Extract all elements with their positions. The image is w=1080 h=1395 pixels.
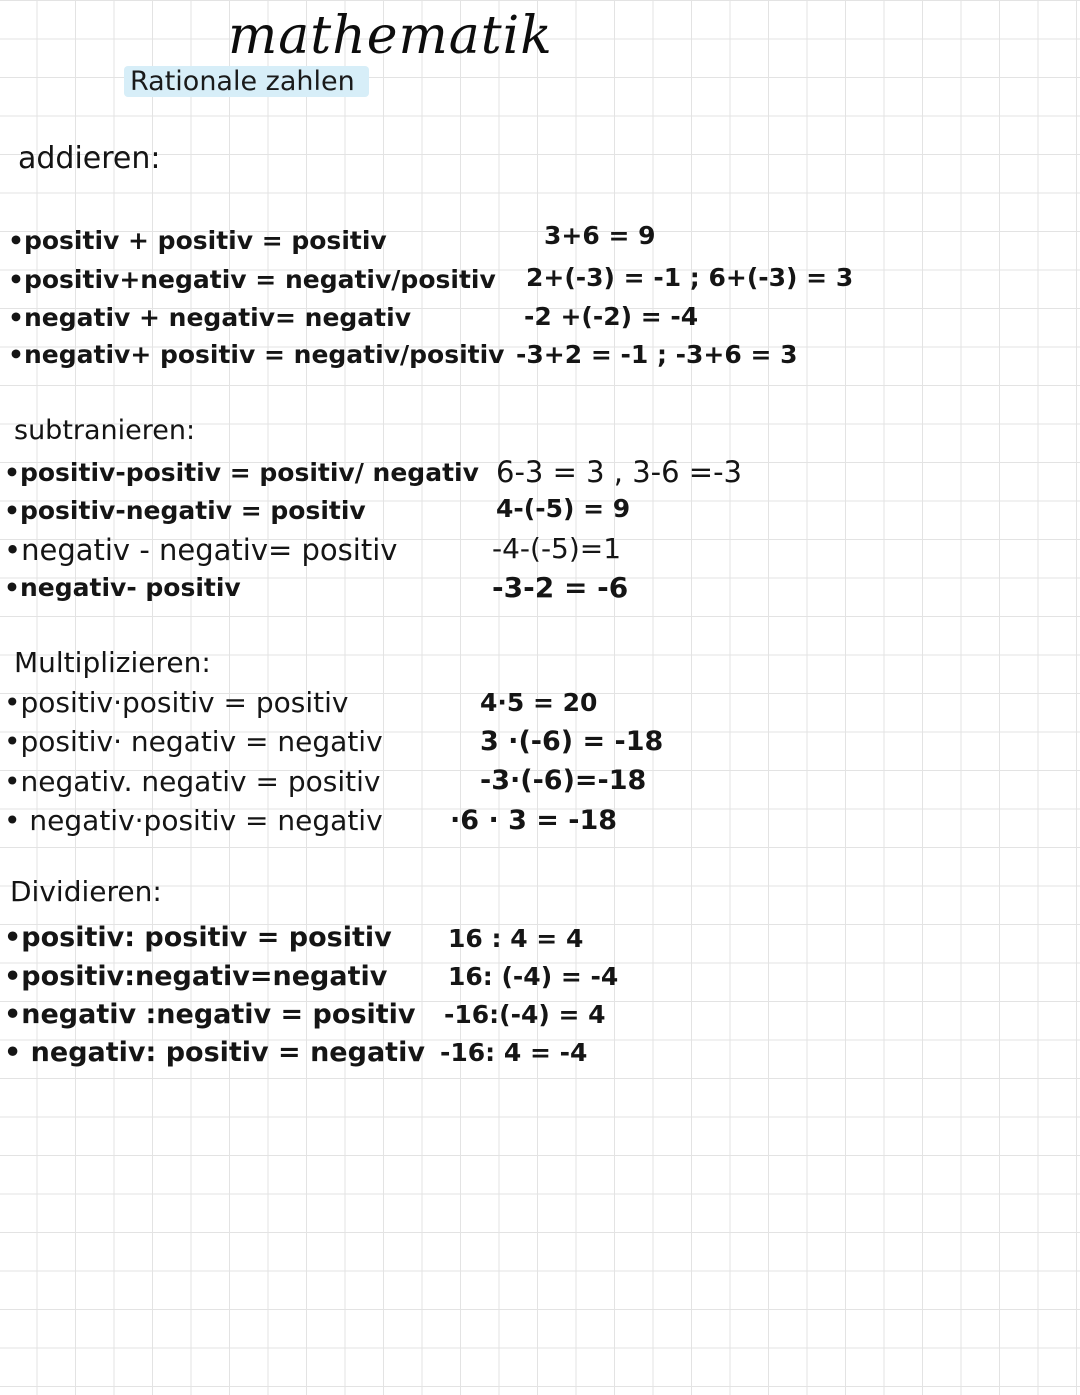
rule-line: •negativ+ positiv = negativ/positiv xyxy=(8,340,505,369)
rule-line: •positiv-positiv = positiv/ negativ xyxy=(4,458,479,487)
example-line: 16: (-4) = -4 xyxy=(448,962,619,991)
example-line: -3-2 = -6 xyxy=(492,571,629,604)
section-heading-multiplizieren: Multiplizieren: xyxy=(14,646,211,679)
example-line: 3+6 = 9 xyxy=(544,221,656,250)
example-line: 2+(-3) = -1 ; 6+(-3) = 3 xyxy=(526,263,854,292)
example-line: 6-3 = 3 , 3-6 =-3 xyxy=(496,455,743,489)
rule-line: •positiv + positiv = positiv xyxy=(8,226,387,255)
section-heading-addieren: addieren: xyxy=(18,141,161,176)
rule-line: •positiv-negativ = positiv xyxy=(4,496,366,525)
rule-line: •negativ - negativ= positiv xyxy=(4,533,398,567)
rule-line: •negativ- positiv xyxy=(4,573,241,602)
example-line: -3+2 = -1 ; -3+6 = 3 xyxy=(516,340,798,369)
rule-line: • negativ·positiv = negativ xyxy=(4,804,383,837)
page-subtitle: Rationale zahlen xyxy=(124,66,369,97)
example-line: 3 ·(-6) = -18 xyxy=(480,726,664,757)
example-line: ·6 · 3 = -18 xyxy=(450,805,618,836)
section-heading-dividieren: Dividieren: xyxy=(10,875,162,908)
example-line: 4-(-5) = 9 xyxy=(496,494,631,523)
section-heading-subtrahieren: subtranieren: xyxy=(14,415,196,446)
example-line: 16 : 4 = 4 xyxy=(448,924,584,953)
example-line: -3·(-6)=-18 xyxy=(480,765,647,796)
rule-line: • negativ: positiv = negativ xyxy=(4,1037,425,1068)
rule-line: •positiv:negativ=negativ xyxy=(4,961,388,992)
rule-line: •positiv· negativ = negativ xyxy=(4,725,383,758)
example-line: 4·5 = 20 xyxy=(480,688,598,717)
example-line: -16:(-4) = 4 xyxy=(444,1000,606,1029)
rule-line: •positiv·positiv = positiv xyxy=(4,686,349,719)
example-line: -2 +(-2) = -4 xyxy=(524,302,699,331)
rule-line: •negativ :negativ = positiv xyxy=(4,999,416,1030)
rule-line: •negativ + negativ= negativ xyxy=(8,303,411,332)
example-line: -16: 4 = -4 xyxy=(440,1038,588,1067)
rule-line: •positiv: positiv = positiv xyxy=(4,922,392,953)
example-line: -4-(-5)=1 xyxy=(492,532,622,565)
page-title: mathematik xyxy=(228,6,553,66)
rule-line: •negativ. negativ = positiv xyxy=(4,765,381,798)
rule-line: •positiv+negativ = negativ/positiv xyxy=(8,265,496,294)
